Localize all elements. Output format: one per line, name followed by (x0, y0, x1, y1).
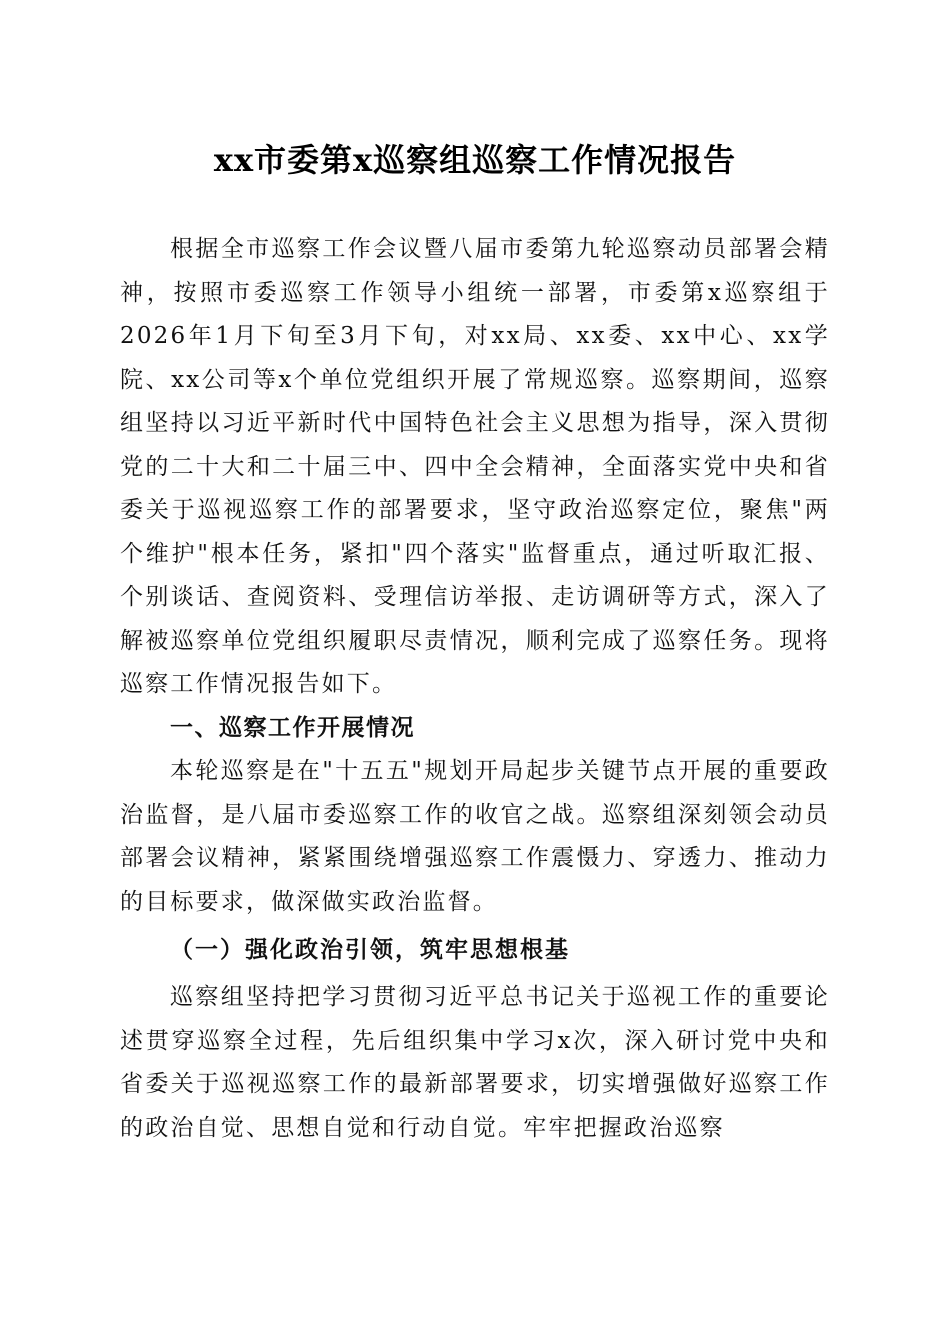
section-heading: 一、巡察工作开展情况 (170, 714, 415, 741)
document-body (120, 228, 830, 1150)
intro-paragraph: 根据全市巡察工作会议暨八届市委第九轮巡察动员部署会精神，按照市委巡察工作领导小组统一部署，市委第x巡察组于2026年1月下旬至3月下旬，对xx局、xx委、xx中心、xx学院、xx公司等x个单位党组织开展了常规巡察。巡察期间，巡察组坚持以习近平新时代中国特色社会主义思想为指导，深入贯彻党的二十大和二十届三中、四中全会精神，全面落实党中央和省委关于巡视巡察工作的部署要求，坚守政治巡察定位，聚焦"两个维护"根本任务，紧扣"四个落实"监督重点，通过听取汇报、个别谈话、查阅资料、受理信访举报、走访调研等方式，深入了解被巡察单位党组织履职尽责情况，顺利完成了巡察任务。现将巡察工作情况报告如下。 (120, 236, 830, 697)
subsection-heading: （一）强化政治引领，筑牢思想根基 (170, 936, 570, 963)
section-paragraph: 本轮巡察是在"十五五"规划开局起步关键节点开展的重要政治监督，是八届市委巡察工作的收官之战。巡察组深刻领会动员部署会议精神，紧紧围绕增强巡察工作震慑力、穿透力、推动力的目标要求，做深做实政治监督。 (120, 758, 830, 915)
subsection-paragraph: 巡察组坚持把学习贯彻习近平总书记关于巡视工作的重要论述贯穿巡察全过程，先后组织集中学习x次，深入研讨党中央和省委关于巡视巡察工作的最新部署要求，切实增强做好巡察工作的政治自觉、思想自觉和行动自觉。牢牢把握政治巡察 (120, 984, 830, 1141)
document-title: xx市委第x巡察组巡察工作情况报告 (213, 141, 737, 179)
